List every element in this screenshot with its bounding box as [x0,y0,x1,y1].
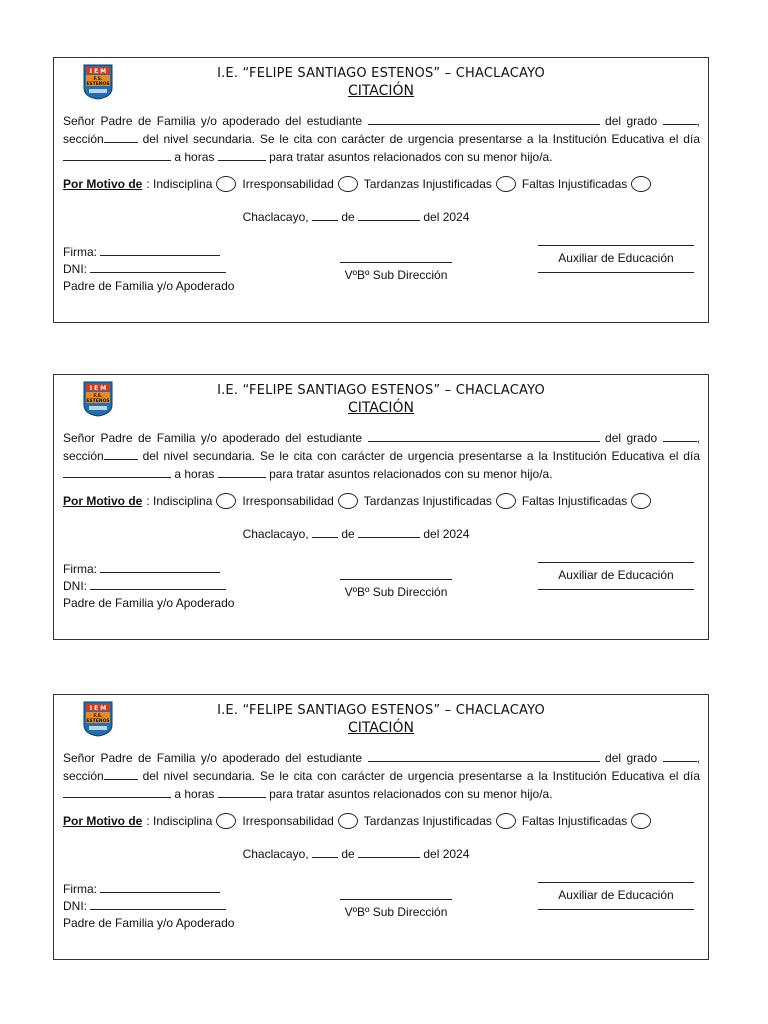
dni-label: DNI: [63,899,87,913]
section-field[interactable] [104,769,138,780]
auxiliar-label: Auxiliar de Educación [558,251,674,265]
body-text-5: a horas [174,467,215,481]
auxiliar-signature [538,561,694,590]
svg-text:I E M: I E M [89,385,107,392]
auxiliar-label: Auxiliar de Educación [558,888,674,902]
de-label: de [341,210,355,224]
de-label: de [341,847,355,861]
body-text-6: para tratar asuntos relacionados con su menor hijo/a. [269,787,553,801]
time-field[interactable] [218,467,266,478]
parent-signature [63,881,234,932]
body-text-6: para tratar asuntos relacionados con su menor hijo/a. [269,467,553,481]
signature-line-2[interactable] [538,271,694,273]
option-indisciplina [153,813,236,829]
grade-field[interactable] [663,751,697,762]
body-text-4: del nivel secundaria. Se le cita con carácter de urgencia presentarse a la Institución Educativa el día [142,449,700,463]
signature-line[interactable] [340,261,452,263]
school-title: I.E. “FELIPE SANTIAGO ESTENOS” – CHACLACAYO [217,703,545,718]
option-circle[interactable] [216,176,236,192]
option-irresponsabilidad [242,813,357,829]
option-circle[interactable] [216,493,236,509]
body-text-5: a horas [174,787,215,801]
option-label: Faltas Injustificadas [521,814,628,828]
time-field[interactable] [218,787,266,798]
place-label: Chaclacayo, [242,847,309,861]
citation-card-2 [53,374,709,640]
body-text-4: del nivel secundaria. Se le cita con carácter de urgencia presentarse a la Institución Educativa el día [142,132,700,146]
year-label: del 2024 [423,847,470,861]
option-faltas [522,176,651,192]
month-blank[interactable] [358,527,420,538]
option-circle[interactable] [631,813,651,829]
time-field[interactable] [218,150,266,161]
de-label: de [341,527,355,541]
option-label: Irresponsabilidad [242,494,334,508]
month-blank[interactable] [358,847,420,858]
option-irresponsabilidad [242,176,357,192]
svg-text:I E M: I E M [89,68,107,75]
option-circle[interactable] [338,813,358,829]
month-blank[interactable] [358,210,420,221]
svg-text:ESTENOS: ESTENOS [86,719,110,724]
body-text-2: del grado [605,751,658,765]
option-circle[interactable] [631,176,651,192]
padre-label: Padre de Familia y/o Apoderado [63,279,235,293]
option-tardanzas [364,493,516,509]
option-tardanzas [364,176,516,192]
parent-signature [63,244,234,295]
signature-line[interactable] [538,244,694,246]
padre-label: Padre de Familia y/o Apoderado [63,596,235,610]
option-indisciplina [153,493,236,509]
option-indisciplina [153,176,236,192]
dni-field[interactable] [90,262,226,273]
reason-row [63,810,700,832]
auxiliar-signature [538,244,694,273]
auxiliar-label: Auxiliar de Educación [558,568,674,582]
svg-text:F.S.: F.S. [93,77,103,82]
reason-colon: : [146,494,150,508]
option-label: Faltas Injustificadas [521,494,628,508]
signature-line[interactable] [340,898,452,900]
day-blank[interactable] [312,847,338,858]
option-circle[interactable] [496,813,516,829]
body-text-2: del grado [605,114,658,128]
option-label: Tardanzas Injustificadas [363,814,492,828]
svg-text:F.S.: F.S. [93,714,103,719]
svg-text:ESTENOS: ESTENOS [86,399,110,404]
citation-card-3 [53,694,709,960]
place-date [54,210,708,224]
body-text-6: para tratar asuntos relacionados con su menor hijo/a. [269,150,553,164]
signature-line[interactable] [340,578,452,580]
day-blank[interactable] [312,210,338,221]
reason-label: Por Motivo de [63,177,143,191]
citation-card-1 [53,57,709,323]
reason-row [63,173,700,195]
option-label: Indisciplina [153,177,213,191]
body-text-3: sección [63,132,104,146]
option-circle[interactable] [338,176,358,192]
reason-label: Por Motivo de [63,494,143,508]
reason-colon: : [146,814,150,828]
form-heading: CITACIÓN [347,720,415,736]
reason-colon: : [146,177,150,191]
body-text-1: Señor Padre de Familia y/o apoderado del estudiante [63,751,363,765]
form-heading: CITACIÓN [347,400,415,416]
body-text-3: sección [63,449,104,463]
body-text-1: Señor Padre de Familia y/o apoderado del estudiante [63,431,363,445]
body-text-2: del grado [605,431,658,445]
section-field[interactable] [104,132,138,143]
option-label: Indisciplina [153,814,213,828]
body-text-5: a horas [174,150,215,164]
vb-label: VºBº Sub Dirección [344,268,448,282]
option-faltas [522,813,651,829]
subdirection-signature [340,898,452,921]
firma-label: Firma: [63,882,97,896]
body-text-1: Señor Padre de Familia y/o apoderado del estudiante [63,114,363,128]
option-faltas [522,493,651,509]
form-body: Señor Padre de Familia y/o apoderado del estudiante del grado , sección del nivel secundaria. Se le cita con carácter de urgencia presentarse a la Institución Educativa el día a horas para tratar asuntos relacionados con su menor hijo/a. [63,751,700,801]
day-blank[interactable] [312,527,338,538]
firma-label: Firma: [63,562,97,576]
place-date [54,527,708,541]
signature-line[interactable] [538,561,694,563]
day-field[interactable] [63,467,171,478]
option-tardanzas [364,813,516,829]
year-label: del 2024 [423,210,470,224]
option-circle[interactable] [631,493,651,509]
padre-label: Padre de Familia y/o Apoderado [63,916,235,930]
option-label: Indisciplina [153,494,213,508]
student-name-field[interactable] [368,751,600,762]
svg-text:F.S.: F.S. [93,394,103,399]
student-name-field[interactable] [368,114,600,125]
school-title: I.E. “FELIPE SANTIAGO ESTENOS” – CHACLACAYO [217,383,545,398]
vb-label: VºBº Sub Dirección [344,585,448,599]
auxiliar-signature [538,881,694,910]
option-circle[interactable] [216,813,236,829]
option-label: Irresponsabilidad [242,177,334,191]
place-label: Chaclacayo, [242,210,309,224]
firma-field[interactable] [100,562,220,573]
firma-field[interactable] [100,245,220,256]
grade-field[interactable] [663,431,697,442]
dni-label: DNI: [63,262,87,276]
subdirection-signature [340,578,452,601]
option-label: Tardanzas Injustificadas [363,177,492,191]
dni-field[interactable] [90,579,226,590]
signature-line[interactable] [538,881,694,883]
reason-row [63,490,700,512]
dni-label: DNI: [63,579,87,593]
place-label: Chaclacayo, [242,527,309,541]
form-body: Señor Padre de Familia y/o apoderado del estudiante del grado , sección del nivel secundaria. Se le cita con carácter de urgencia presentarse a la Institución Educativa el día a horas para tratar asuntos relacionados con su menor hijo/a. [63,431,700,481]
option-label: Irresponsabilidad [242,814,334,828]
vb-label: VºBº Sub Dirección [344,905,448,919]
option-label: Faltas Injustificadas [521,177,628,191]
svg-text:ESTENOS: ESTENOS [86,82,110,87]
body-text-4: del nivel secundaria. Se le cita con carácter de urgencia presentarse a la Institución Educativa el día [142,769,700,783]
option-label: Tardanzas Injustificadas [363,494,492,508]
option-circle[interactable] [338,493,358,509]
firma-field[interactable] [100,882,220,893]
option-circle[interactable] [496,176,516,192]
form-body: Señor Padre de Familia y/o apoderado del estudiante del grado , sección del nivel secundaria. Se le cita con carácter de urgencia presentarse a la Institución Educativa el día a horas para tratar asuntos relacionados con su menor hijo/a. [63,114,700,164]
place-date [54,847,708,861]
day-field[interactable] [63,787,171,798]
day-field[interactable] [63,150,171,161]
option-circle[interactable] [496,493,516,509]
subdirection-signature [340,261,452,284]
parent-signature [63,561,234,612]
body-text-3: sección [63,769,104,783]
reason-label: Por Motivo de [63,814,143,828]
year-label: del 2024 [423,527,470,541]
signature-line-2[interactable] [538,588,694,590]
firma-label: Firma: [63,245,97,259]
section-field[interactable] [104,449,138,460]
student-name-field[interactable] [368,431,600,442]
option-irresponsabilidad [242,493,357,509]
svg-text:I E M: I E M [89,705,107,712]
dni-field[interactable] [90,899,226,910]
school-title: I.E. “FELIPE SANTIAGO ESTENOS” – CHACLACAYO [217,66,545,81]
form-heading: CITACIÓN [347,83,415,99]
grade-field[interactable] [663,114,697,125]
signature-line-2[interactable] [538,908,694,910]
